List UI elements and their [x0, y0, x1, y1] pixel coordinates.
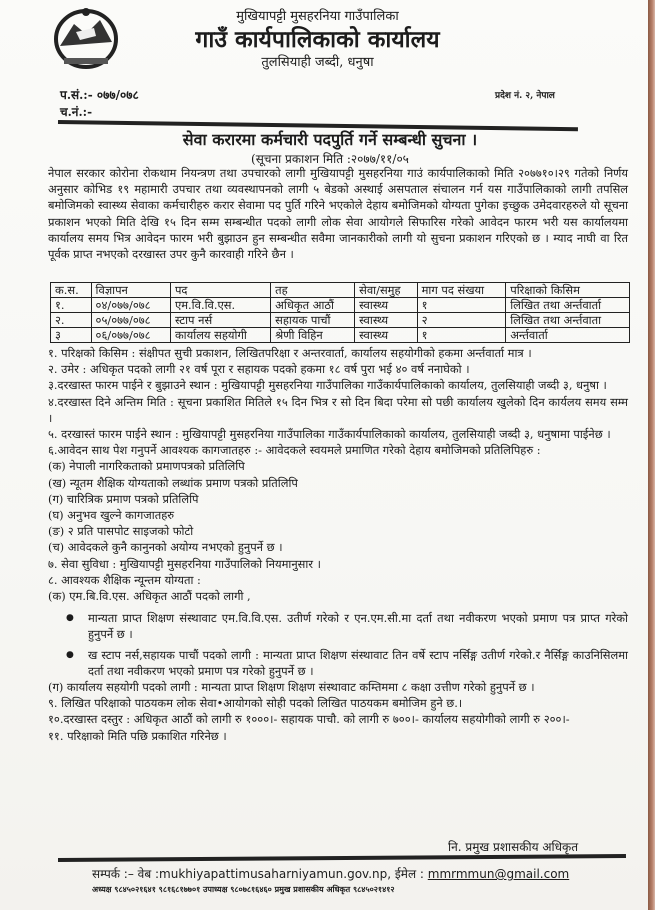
- point-syllabus: ९. लिखित परिक्षाको पाठयकम लोक सेवा•आयोगको सोही पदको लिखित पाठयकम बमोजिम हुने छ.।: [48, 696, 463, 711]
- vacancy-table: [50, 282, 630, 343]
- document-item: (च) आवेदकले कुनै कानुनको अयोग्य नभएको हुनुपर्ने छ ।: [48, 540, 283, 555]
- table-row: [51, 328, 630, 343]
- table-header-row: [51, 283, 630, 298]
- table-cell: २.: [51, 313, 92, 328]
- publication-date: (सूचना प्रकाशन मिति :२०७७/११/०५: [251, 152, 409, 166]
- table-cell: ०४/०७७/०७८: [91, 298, 170, 313]
- table-cell: १: [417, 298, 506, 313]
- qualification-bullet: ● मान्यता प्राप्त शिक्षण संस्थावाट एम.वि.वि.एस. उतीर्ण गरेको र एन.एम.सी.मा दर्ता तथा नवीकरण भएको प्रमाण पत्र प्राप्त गरेको हुनुपर्ने छ ।: [48, 610, 628, 642]
- table-header: विज्ञापन: [91, 283, 170, 298]
- document-item: (क) नेपाली नागरिकताको प्रमाणपत्रको प्रतिलिपि: [48, 459, 245, 474]
- point-form-place: ५. दरखास्तं फारम पाईने स्थान : मुखियापट्टी मुसहरनिया गाउँपालिका गाउँकार्यपालिकाको कार्यालय, तुलसियाही जब्दी ३, धनुषामा पाईनेछ ।: [48, 427, 611, 442]
- table-cell: लिखित तथा अर्न्तवार्ता: [506, 298, 630, 313]
- table-cell: २: [417, 313, 506, 328]
- table-cell: ३: [51, 328, 92, 343]
- table-cell: १.: [51, 298, 92, 313]
- table-header: परिक्षाको किसिम: [506, 283, 630, 298]
- dispatch-number: च.नं.:-: [60, 105, 93, 119]
- paper-edge: [648, 0, 655, 910]
- table-cell: ०५/०७७/०७८: [91, 313, 170, 328]
- point-age: २. उमेर : अधिकृत पदको लागी २१ वर्ष पूरा र सहायक पदको हकमा १८ वर्ष पुरा भई ४० वर्ष ननाघेको ।: [48, 362, 470, 377]
- table-cell: स्वास्थ्य: [355, 328, 417, 343]
- table-header: तह: [271, 283, 355, 298]
- point-fee: १०.दरखास्त दस्तुर : अधिकृत आठौं को लागी रु १०००।- सहायक पाचौ. को लागी रु ७००।- कार्यालय सहयोगीको लागी रु २००।-: [48, 712, 570, 727]
- table-header: पद: [170, 283, 270, 298]
- point-documents: ६.आवेदन साथ पेश गनुपर्ने आवश्यक कागजातहरु :- आवेदकले स्वयमले प्रमाणित गरेको देहाय बमोजिमको प्रतिलिपिहरु :: [48, 443, 541, 458]
- point-facilities: ७. सेवा सुविधा : मुखियापट्टी मुसहरनिया गाउँपालिको नियमानुसार ।: [48, 556, 321, 571]
- document-item: (घ) अनुभव खुल्ने कागजातहरु: [48, 508, 175, 523]
- table-cell: एम.वि.वि.एस.: [170, 298, 270, 313]
- table-row: [51, 313, 630, 328]
- office-address: तुलसियाही जब्दी, धनुषा: [261, 55, 374, 70]
- qualification-bullet: ● ख स्टाप नर्स,सहायक पाचौं पदको लागी : मान्यता प्राप्त शिक्षण संस्थावाट तिन वर्षे स्टाप नर्सिङ्ग उतीर्ण गरेको.र नैर्सिङ्ग काउनिसिलमा दर्ता तथा नवीकरण भएको प्रमाण पत्र गरेको हुनुपर्ने छ ।: [48, 647, 628, 679]
- table-cell: स्टाप नर्स: [170, 313, 270, 328]
- phone-numbers: अध्यक्ष ९८४५०२१६४१ ९८१६८१७७०१ उपाध्यक्ष ९८०७८१६४६० प्रमुख प्रशासकीय अधिकृत ९८४५०२१४१२: [92, 885, 395, 894]
- point-exam-date: ११. परिक्षाको मिति पछि प्रकाशित गरिनेछ ।: [48, 728, 227, 743]
- table-cell: स्वास्थ्य: [355, 298, 417, 313]
- point-submission-place: ३.दरखास्त फारम पाईने र बुझाउने स्थान : मुखियापट्टी मुसहरनिया गाउँपालिका गाउँकार्यपालिकाको कार्यालय, तुलसियाही जब्दी ३, धनुषा ।: [48, 378, 607, 393]
- point-deadline: ४.दरखास्त दिने अन्तिम मिति : सूचना प्रकाशित मितिले १५ दिन भित्र र सो दिन बिदा परेमा सो पछी कार्यालय खुलेको दिन कार्यलय समय सम्म ।: [48, 394, 628, 425]
- table-cell: १: [417, 328, 506, 343]
- table-cell: अर्न्तवार्ता: [506, 328, 630, 343]
- table-header: सेवा/समुह: [355, 283, 417, 298]
- table-cell: ०६/०७७/०७८: [91, 328, 170, 343]
- table-cell: स्वास्थ्य: [355, 313, 417, 328]
- province-label: प्रदेश नं. २, नेपाल: [495, 91, 555, 101]
- document-item: (ग) चारित्रिक प्रमाण पत्रको प्रतिलिपि: [48, 491, 199, 506]
- table-cell: कार्यालय सहयोगी: [170, 328, 270, 343]
- table-row: [51, 298, 630, 313]
- notice-points: [48, 345, 628, 744]
- table-cell: अधिकृत आठौं: [271, 298, 355, 313]
- point-qualification: ८. आवश्यक शैक्षिक न्यून्तम योग्यता :: [48, 572, 201, 587]
- email-link[interactable]: mmrmmun@gmail.com: [427, 867, 570, 881]
- table-cell: लिखित तथा अर्न्तवाता: [506, 313, 630, 328]
- qualification-item: (ग) कार्यालय सहयोगी पदको लागी : मान्यता प्राप्त शिक्षण शिक्षण संस्थावाट कम्तिममा ८ कक्षा उत्तीण गरेको हुनुपर्ने छ ।: [48, 680, 535, 695]
- table-header: माग पद संखया: [417, 283, 506, 298]
- municipality-name: मुखियापट्टी मुसहरनिया गाउँपालिका: [236, 9, 399, 24]
- signatory: नि. प्रमुख प्रशासकीय अधिकृत: [448, 840, 579, 854]
- office-name: गाउँ कार्यपालिकाको कार्यालय: [195, 26, 440, 53]
- table-cell: श्रेणी विहिन: [271, 328, 355, 343]
- reference-number: प.सं.:- ०७७/०७८: [60, 88, 139, 102]
- contact-line: [92, 865, 569, 882]
- document-item: (ख) न्यूतम शैक्षिक योग्यताको लब्धांक प्रमाण पत्रको प्रतिलिपि: [48, 475, 298, 490]
- website-link[interactable]: mukhiyapattimusaharniyamun.gov.np,: [159, 867, 392, 881]
- table-cell: सहायक पाचौं: [271, 313, 355, 328]
- notice-intro: नेपाल सरकार कोरोना रोकथाम नियन्त्रण तथा उपचारको लागी मुखियापट्टी मुसहरनिया गाउं कार्यपालिकाको मिति २०७७१०।२९ गतेको निर्णय अनुसार कोभिड १९ महामारी उपचार तथा व्यवस्थापनको लागी ५ बेडको अस्थाई असपताल संचालन गर्न यस गाउँपालिकाको लागी तपसिल बमोजिमको स्वास्थ्य सेवाका कर्मचारीहरु करार सेवामा पद पुर्ति गरिने भएकोले देहाय बमोजिमको योग्यता पुगेका इच्छुक उमेदवारहरुले यो सूचना प्रकाशन भएको मिति देखि १५ दिन सम्म सम्बन्धीत पदको लागी लोक सेवा आयोगले सिफारिस गरेको आवेदन फारम भरी यस कार्यालयमा कार्यालय समय भित्र आवेदन फारम भरी बुझाउन हुन सम्बन्धीत सवैमा जानकारीको लागी यो सुचना प्रकाशन गरिएको छ । म्याद नाघी वा रित पूर्वक प्राप्त नभएको दरखास्त उपर कुनै कारवाही गरिने छैन ।: [48, 166, 628, 262]
- point-exam-type: १. परिक्षको किसिम : संक्षीपत सुची प्रकाशन, लिखितपरिक्षा र अन्तरवार्ता, कार्यालय सहयोगीको हकमा अर्न्तवार्ता मात्र ।: [48, 346, 532, 360]
- email-label: ईमेल :: [391, 867, 428, 881]
- contact-label: सम्पर्क :– वेब :: [92, 867, 160, 881]
- qualification-item: (क) एम.बि.वि.एस. अधिकृत आठौं पदको लागी ,: [48, 589, 251, 604]
- table-header: क.स.: [51, 283, 92, 298]
- document-item: (ङ) २ प्रति पासपोट साइजको फोटो: [48, 524, 194, 539]
- notice-title: सेवा करारमा कर्मचारी पदपुर्ति गर्ने सम्बन्धी सुचना ।: [182, 130, 478, 149]
